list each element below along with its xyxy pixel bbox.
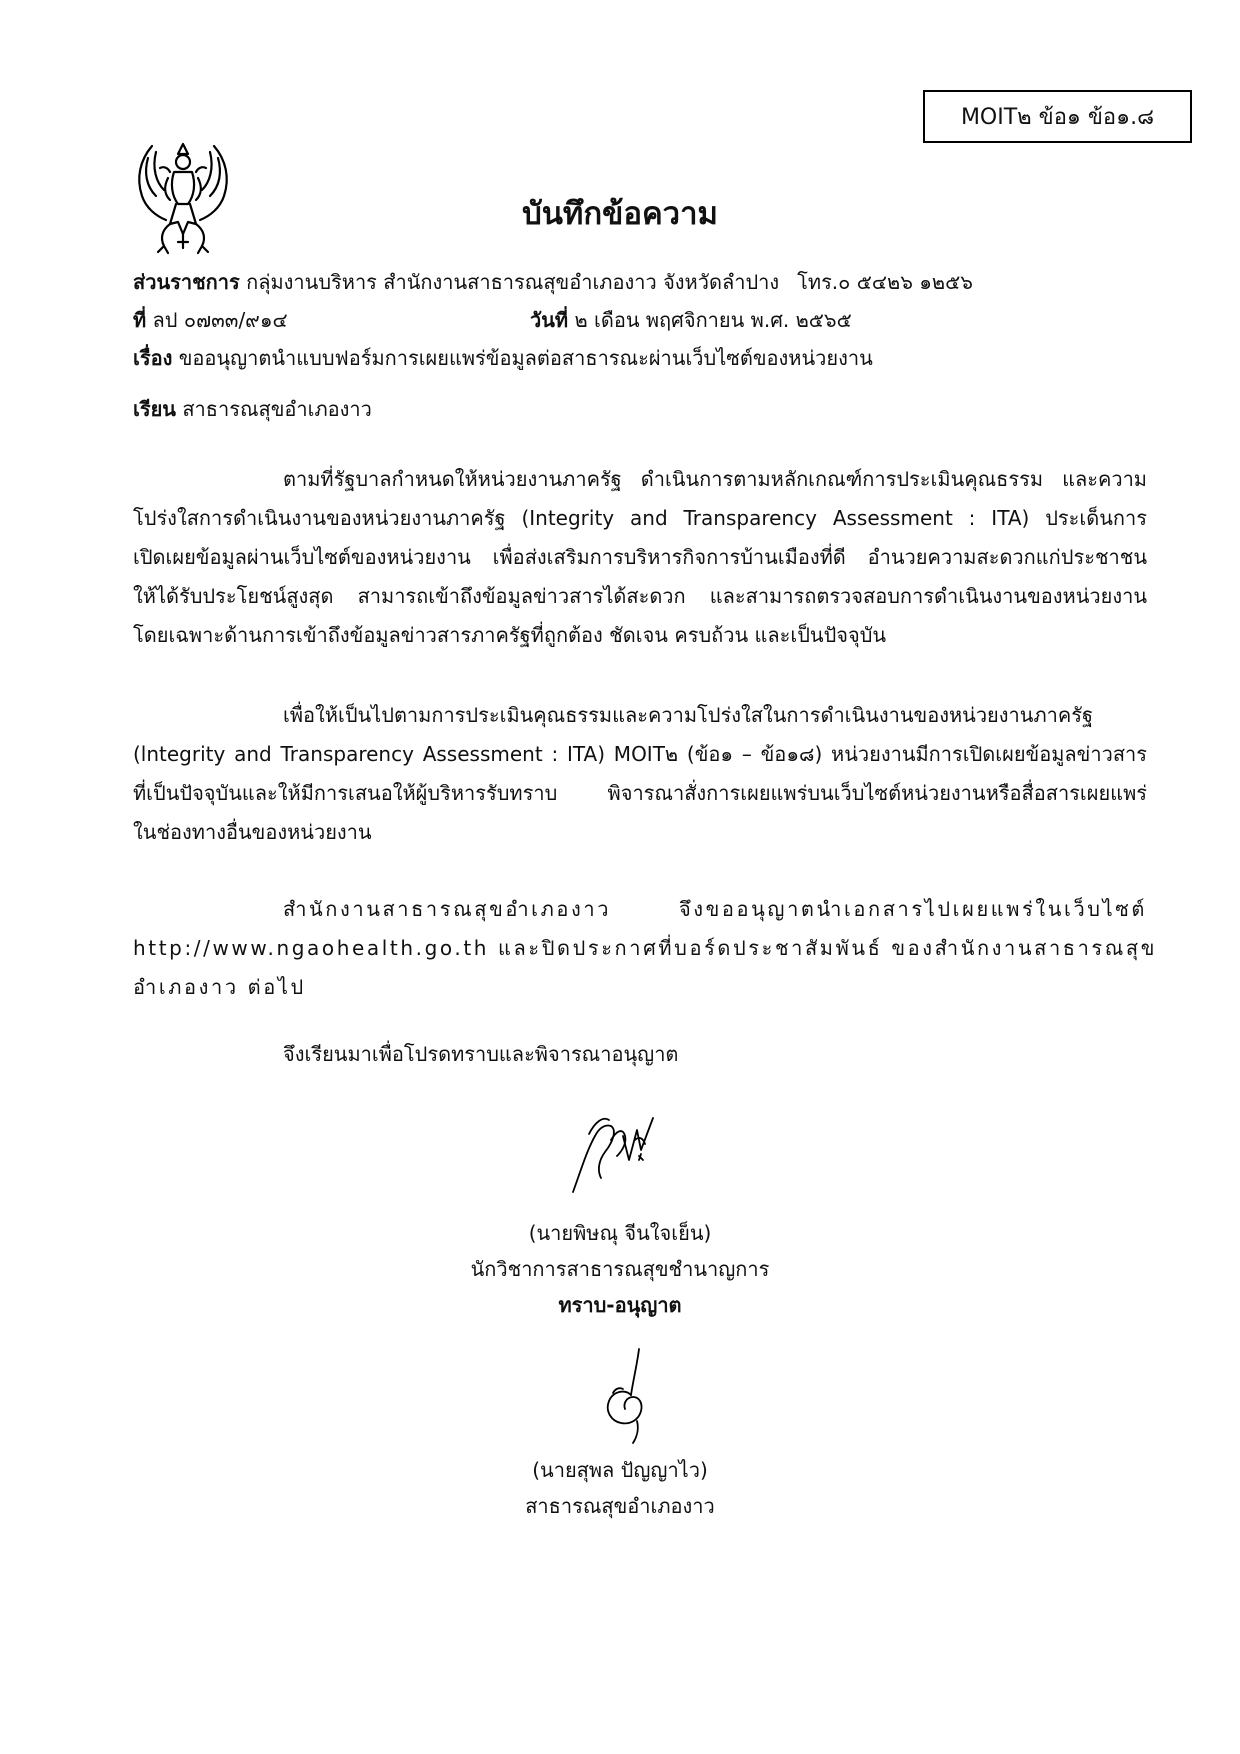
recipient-label: เรียน	[133, 397, 176, 421]
document-title: บันทึกข้อความ	[522, 196, 718, 232]
agency-label: ส่วนราชการ	[133, 270, 240, 294]
paragraph-line: โปร่งใสการดำเนินงานของหน่วยงานภาครัฐ (Integrity and Transparency Assessment : ITA) ประเด็นการ	[133, 506, 1147, 530]
paragraph-line: ตามที่รัฐบาลกำหนดให้หน่วยงานภาครัฐ ดำเนินการตามหลักเกณฑ์การประเมินคุณธรรม และความ	[283, 467, 1147, 491]
approval-text: ทราบ-อนุญาต	[558, 1293, 682, 1317]
signer-2-block	[440, 1452, 800, 1524]
agency-value: กลุ่มงานบริหาร สำนักงานสาธารณสุขอำเภองาว จังหวัดลำปาง	[246, 270, 780, 294]
paragraph-line: ในช่องทางอื่นของหน่วยงาน	[133, 820, 372, 844]
doc-number-value: ลป ๐๗๓๓/๙๑๔	[152, 308, 288, 332]
reference-code-box	[923, 90, 1192, 143]
date-value: ๒ เดือน พฤศจิกายน พ.ศ. ๒๕๖๕	[574, 308, 852, 332]
date-line	[530, 306, 852, 334]
paragraph-line: สำนักงานสาธารณสุขอำเภองาว จึงขออนุญาตนำเอกสารไปเผยแพร่ในเว็บไซต์	[283, 897, 1147, 921]
phone-number: โทร.๐ ๕๔๒๖ ๑๒๕๖	[797, 270, 973, 294]
subject-label: เรื่อง	[133, 346, 173, 370]
signer-1-position: นักวิชาการสาธารณสุขชำนาญการ	[470, 1257, 770, 1281]
doc-number-label: ที่	[133, 308, 147, 332]
date-label: วันที่	[530, 308, 569, 332]
subject-line	[133, 344, 873, 372]
reference-code: MOIT๒ ข้อ๑ ข้อ๑.๘	[960, 105, 1155, 130]
paragraph-line: (lntegrity and Transparency Assessment : ITA) MOIT๒ (ข้อ๑ – ข้อ๑๘) หน่วยงานมีการเปิดเผยข้อมูลข่าวสาร	[133, 742, 1147, 766]
signer-2-name: (นายสุพล ปัญญาไว)	[532, 1458, 708, 1482]
paragraph-line: โดยเฉพาะด้านการเข้าถึงข้อมูลข่าวสารภาครัฐที่ถูกต้อง ชัดเจน ครบถ้วน และเป็นปัจจุบัน	[133, 623, 887, 647]
paragraph-line: อำเภองาว ต่อไป	[133, 975, 306, 999]
signature-1	[565, 1100, 685, 1200]
recipient-line	[133, 395, 372, 423]
paragraph-line: ให้ได้รับประโยชน์สูงสุด สามารถเข้าถึงข้อมูลข่าวสารได้สะดวก และสามารถตรวจสอบการดำเนินงานของหน่วยงาน	[133, 584, 1147, 608]
paragraph-line: เปิดเผยข้อมูลผ่านเว็บไซต์ของหน่วยงาน เพื่อส่งเสริมการบริหารกิจการบ้านเมืองที่ดี อำนวยความสะดวกแก่ประชาชน	[133, 545, 1147, 569]
signer-1-block	[440, 1215, 800, 1323]
closing-line	[283, 1040, 678, 1068]
closing-text: จึงเรียนมาเพื่อโปรดทราบและพิจารณาอนุญาต	[283, 1042, 679, 1066]
body-paragraph-2	[133, 696, 1147, 852]
subject-value: ขออนุญาตนำแบบฟอร์มการเผยแพร่ข้อมูลต่อสาธารณะผ่านเว็บไซต์ของหน่วยงาน	[178, 346, 873, 370]
recipient-value: สาธารณสุขอำเภองาว	[182, 397, 372, 421]
doc-number-line	[133, 306, 288, 334]
paragraph-line: http://www.ngaohealth.go.th และปิดประกาศที่บอร์ดประชาสัมพันธ์ ของสำนักงานสาธารณสุข	[133, 936, 1157, 960]
body-paragraph-3	[133, 890, 1157, 1007]
signer-2-position: สาธารณสุขอำเภองาว	[525, 1494, 715, 1518]
signer-1-name: (นายพิษณุ จีนใจเย็น)	[528, 1221, 712, 1245]
signature-2	[585, 1345, 665, 1445]
paragraph-line: เพื่อให้เป็นไปตามการประเมินคุณธรรมและความโปร่งใสในการดำเนินงานของหน่วยงานภาครัฐ	[283, 703, 1094, 727]
paragraph-line: ที่เป็นปัจจุบันและให้มีการเสนอให้ผู้บริหารรับทราบ พิจารณาสั่งการเผยแพร่บนเว็บไซต์หน่วยงานหรือสื่อสารเผยแพร่	[133, 781, 1147, 805]
agency-line	[133, 268, 973, 296]
body-paragraph-1	[133, 460, 1147, 655]
